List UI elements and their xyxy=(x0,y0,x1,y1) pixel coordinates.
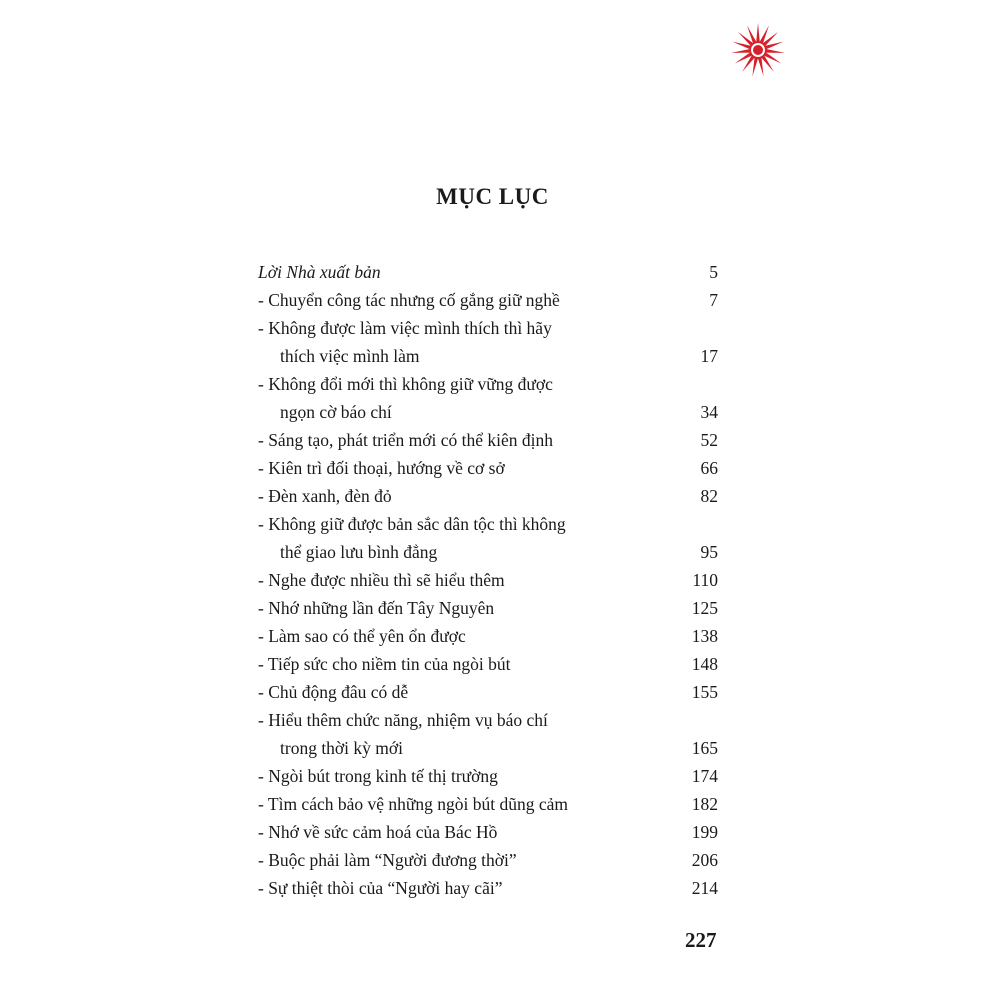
toc-entry-title: ngọn cờ báo chí xyxy=(280,402,392,422)
toc-entry-page: 52 xyxy=(700,430,718,450)
toc-entry-title: - Đèn xanh, đèn đỏ xyxy=(258,486,392,506)
toc-entry xyxy=(258,258,718,286)
toc-entry-title: thể giao lưu bình đẳng xyxy=(280,542,438,562)
toc-entry-title: - Nhớ về sức cảm hoá của Bác Hồ xyxy=(258,822,498,842)
toc-entry-title: - Ngòi bút trong kinh tế thị trường xyxy=(258,766,498,786)
toc-entry xyxy=(258,650,718,678)
toc-entry-page: 199 xyxy=(691,822,718,842)
toc-entry-title: - Nhớ những lần đến Tây Nguyên xyxy=(258,598,495,618)
toc-entry xyxy=(258,678,718,706)
toc-entry-page: 82 xyxy=(700,486,718,506)
toc-entry xyxy=(258,286,718,314)
toc-entry xyxy=(258,874,718,902)
toc-entry xyxy=(258,846,718,874)
toc-entry-page: 5 xyxy=(709,262,718,282)
toc-entry-title: - Không đổi mới thì không giữ vững được xyxy=(258,374,553,394)
page-number: 227 xyxy=(685,928,717,952)
toc-entry xyxy=(258,594,718,622)
toc-entry-page: 138 xyxy=(691,626,718,646)
toc-entry-page: 17 xyxy=(700,346,718,366)
toc-entry-title: - Không giữ được bản sắc dân tộc thì không xyxy=(258,514,566,534)
toc-entry-title: - Buộc phải làm “Người đương thời” xyxy=(258,850,517,870)
toc-entry xyxy=(258,566,718,594)
toc-entry-page: 7 xyxy=(709,290,718,310)
publisher-star-logo-icon xyxy=(728,22,788,78)
toc-entry-title: thích việc mình làm xyxy=(280,346,420,366)
toc-entry-page: 206 xyxy=(691,850,718,870)
toc-entry-title: - Làm sao có thể yên ổn được xyxy=(258,626,466,646)
toc-entry-page: 95 xyxy=(700,542,718,562)
toc-entry xyxy=(258,314,718,370)
toc-entry-title: - Tiếp sức cho niềm tin của ngòi bút xyxy=(258,654,511,674)
toc-entry xyxy=(258,818,718,846)
toc-entry-title: - Không được làm việc mình thích thì hãy xyxy=(258,318,552,338)
toc-entry-title: - Nghe được nhiều thì sẽ hiểu thêm xyxy=(258,570,505,590)
toc-entry-title: - Chủ động đâu có dễ xyxy=(258,682,409,702)
toc-entry-page: 125 xyxy=(691,598,718,618)
toc-entry-page: 174 xyxy=(691,766,718,786)
toc-entry-page: 34 xyxy=(700,402,718,422)
page-title: MỤC LỤC xyxy=(436,184,549,209)
toc-entry-title: - Hiểu thêm chức năng, nhiệm vụ báo chí xyxy=(258,710,548,730)
toc-entry-page: 110 xyxy=(692,570,718,590)
toc-entry-page: 66 xyxy=(700,458,718,478)
toc-entry-title: Lời Nhà xuất bản xyxy=(258,262,381,282)
toc-entry xyxy=(258,622,718,650)
toc-entry-page: 214 xyxy=(691,878,718,898)
toc-entry xyxy=(258,454,718,482)
toc-entry xyxy=(258,706,718,762)
toc-entry-title: - Kiên trì đối thoại, hướng về cơ sở xyxy=(258,458,505,478)
toc-entry-page: 155 xyxy=(691,682,718,702)
toc-entry xyxy=(258,510,718,566)
toc-entry xyxy=(258,762,718,790)
toc-entry-page: 165 xyxy=(691,738,718,758)
toc-entry-title: - Tìm cách bảo vệ những ngòi bút dũng cảm xyxy=(258,794,568,814)
toc-entry-title: - Chuyển công tác nhưng cố gắng giữ nghề xyxy=(258,290,560,310)
toc-entry-page: 148 xyxy=(691,654,718,674)
toc-entry xyxy=(258,482,718,510)
toc-entry xyxy=(258,370,718,426)
toc-entry xyxy=(258,426,718,454)
toc-entry-title: - Sự thiệt thòi của “Người hay cãi” xyxy=(258,878,503,898)
toc-entry-title: trong thời kỳ mới xyxy=(280,738,404,758)
table-of-contents xyxy=(258,258,718,902)
toc-entry-page: 182 xyxy=(691,794,718,814)
toc-entry-title: - Sáng tạo, phát triển mới có thể kiên định xyxy=(258,430,554,450)
toc-entry xyxy=(258,790,718,818)
